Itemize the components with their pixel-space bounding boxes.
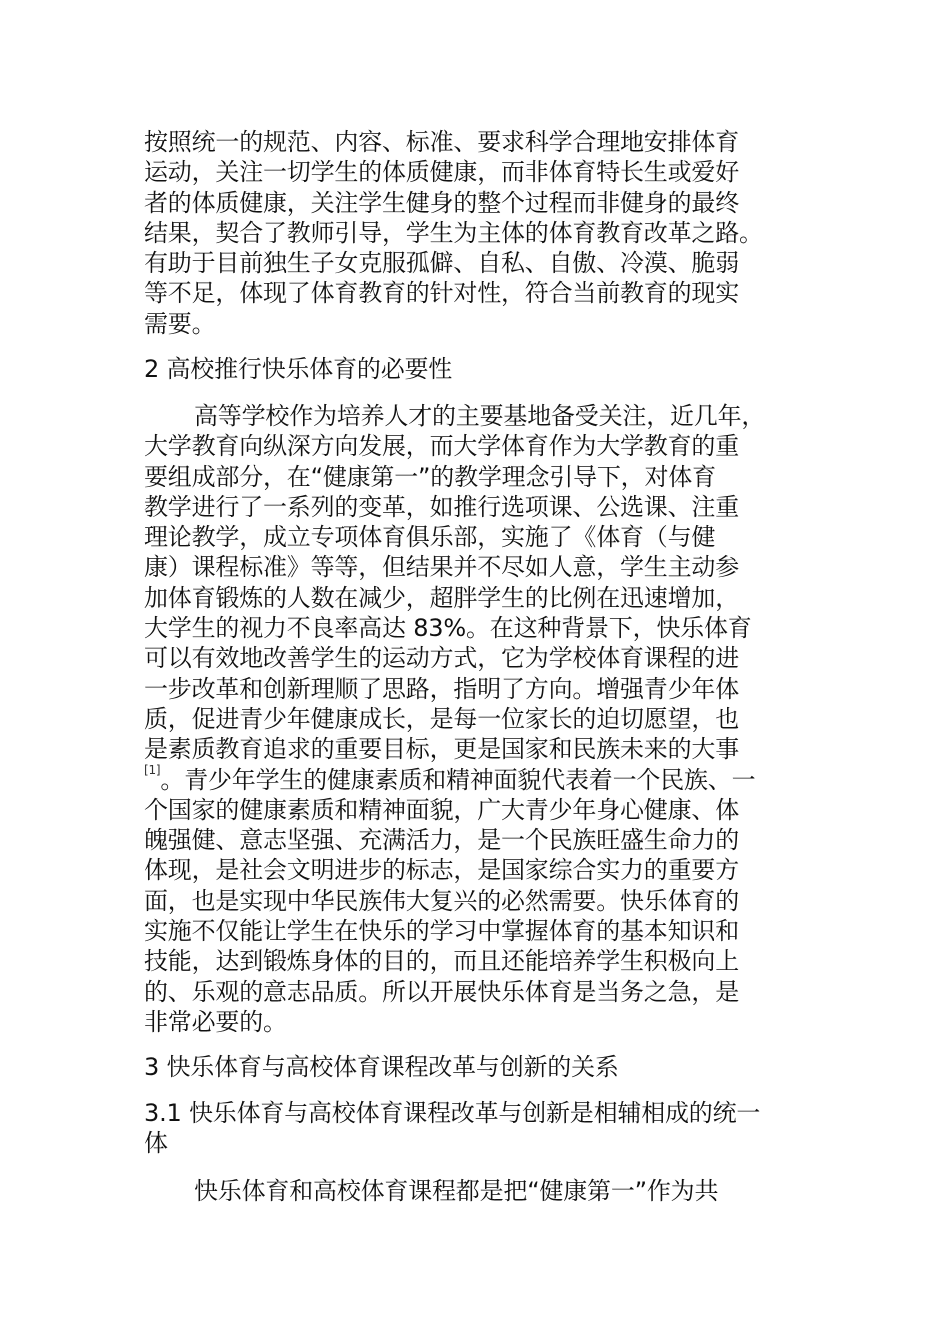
heading-text: 2 高校推行快乐体育的必要性 [144,355,453,383]
text-line: 质，促进青少年健康成长，是每一位家长的迫切愿望，也 [144,704,739,733]
text-line: 魄强健、意志坚强、充满活力，是一个民族旺盛生命力的 [144,826,739,855]
text-line: 理论教学，成立专项体育俱乐部，实施了《体育（与健 [144,523,716,552]
paragraph-intro [144,127,804,339]
heading-text: 体 [144,1129,168,1158]
text-line: 可以有效地改善学生的运动方式，它为学校体育课程的进 [144,644,739,673]
text-line: 是素质教育追求的重要目标，更是国家和民族未来的大事 [144,735,739,764]
section-heading-2 [144,354,804,384]
text-line: 教学进行了一系列的变革，如推行选项课、公选课、注重 [144,492,739,521]
text-line: 大学生的视力不良率高达 83%。在这种背景下，快乐体育 [144,614,752,643]
text-line: 等不足，体现了体育教育的针对性，符合当前教育的现实 [144,279,739,308]
text-line: 实施不仅能让学生在快乐的学习中掌握体育的基本知识和 [144,917,739,946]
text-line: 高等学校作为培养人才的主要基地备受关注，近几年， [194,402,766,430]
text-line: 有助于目前独生子女克服孤僻、自私、自傲、冷漠、脆弱 [144,249,739,278]
paragraph-section-2 [144,401,804,1037]
heading-text: 3 快乐体育与高校体育课程改革与创新的关系 [144,1053,619,1081]
text-line: 体现，是社会文明进步的标志，是国家综合实力的重要方 [144,856,739,885]
text-line: 康）课程标准》等等，但结果并不尽如人意，学生主动参 [144,553,739,582]
text-line: 的、乐观的意志品质。所以开展快乐体育是当务之急，是 [144,977,739,1006]
text-segment: 。青少年学生的健康素质和精神面貌代表着一个民族、一 [160,765,756,794]
text-line: 结果，契合了教师引导，学生为主体的体育教育改革之路。 [144,218,763,247]
text-line: 需要。 [144,309,216,338]
text-line: 个国家的健康素质和精神面貌，广大青少年身心健康、体 [144,795,739,824]
paragraph-section-3-1 [144,1176,804,1206]
text-line: 者的体质健康，关注学生健身的整个过程而非健身的最终 [144,188,739,217]
heading-text: 3.1 快乐体育与高校体育课程改革与创新是相辅相成的统一 [144,1099,761,1127]
text-line: 面，也是实现中华民族伟大复兴的必然需要。快乐体育的 [144,886,739,915]
section-heading-3 [144,1052,804,1082]
text-line: 大学教育向纵深方向发展，而大学体育作为大学教育的重 [144,432,739,461]
text-line [144,762,804,795]
text-line: 技能，达到锻炼身体的目的，而且还能培养学生积极向上 [144,947,739,976]
text-line: 加体育锻炼的人数在减少，超胖学生的比例在迅速增加， [144,583,739,612]
text-line: 要组成部分，在“健康第一”的教学理念引导下，对体育 [144,462,716,491]
citation-mark[interactable]: [1] [144,762,161,777]
text-line: 按照统一的规范、内容、标准、要求科学合理地安排体育 [144,128,739,156]
subsection-heading-3-1 [144,1098,804,1159]
text-line: 一步改革和创新理顺了思路，指明了方向。增强青少年体 [144,674,739,703]
text-line: 快乐体育和高校体育课程都是把“健康第一”作为共 [194,1177,719,1205]
text-line: 非常必要的。 [144,1007,287,1036]
text-line: 运动，关注一切学生的体质健康，而非体育特长生或爱好 [144,158,739,187]
